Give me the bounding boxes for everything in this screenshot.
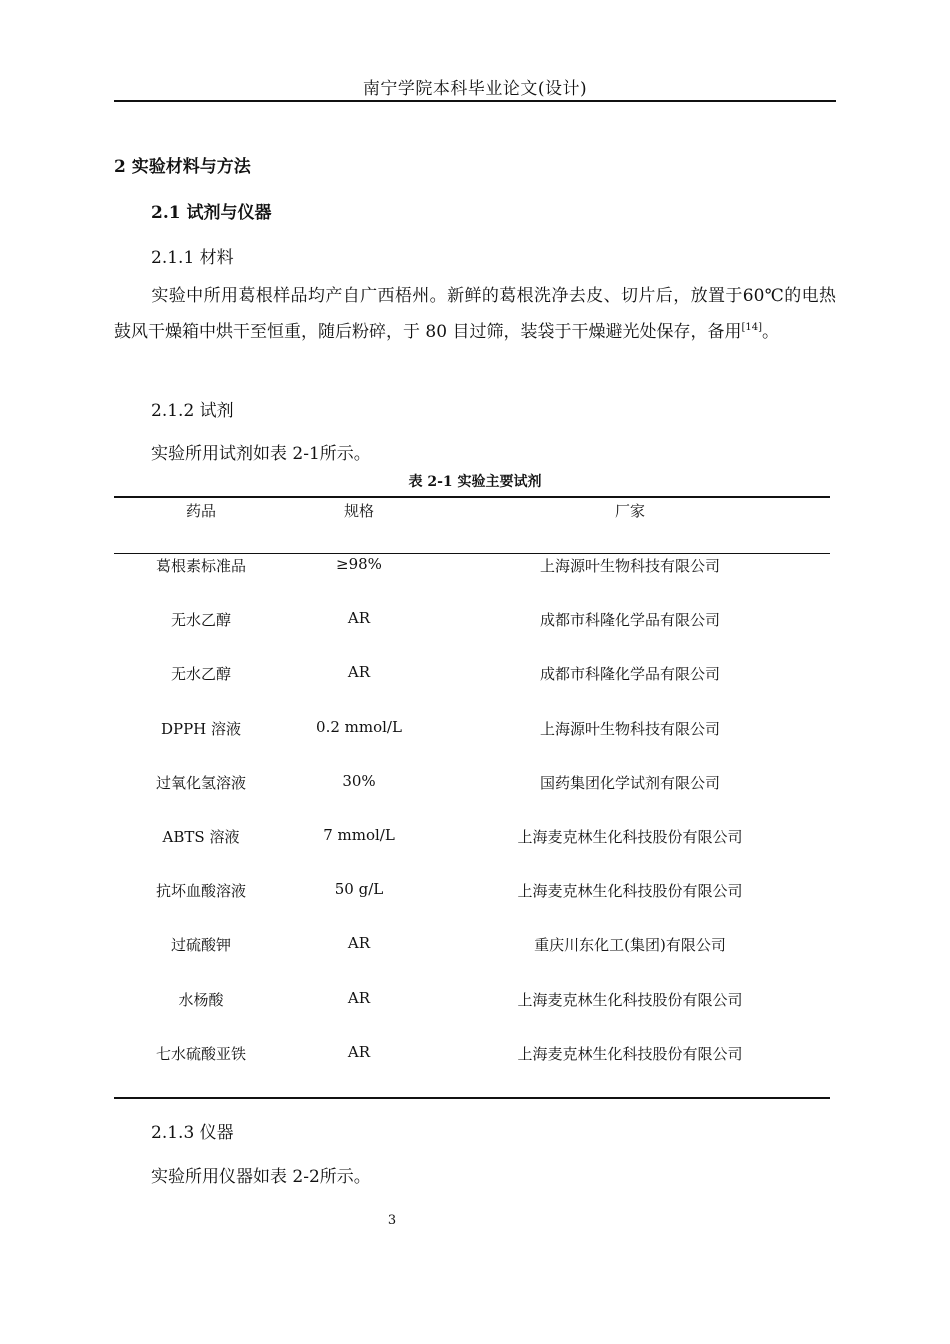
- table-cell: 成都市科隆化学品有限公司: [539, 611, 720, 629]
- table-cell: 上海麦克林生化科技股份有限公司: [517, 1045, 743, 1063]
- subsection-heading: 2.1 试剂与仪器: [151, 203, 272, 223]
- table-header-cell: 厂家: [614, 502, 645, 520]
- table-cell: 七水硫酸亚铁: [155, 1045, 246, 1063]
- table-cell: ≥98%: [336, 555, 382, 573]
- table-cell: AR: [347, 1043, 371, 1061]
- table-cell: 上海麦克林生化科技股份有限公司: [517, 882, 743, 900]
- table-cell: 上海源叶生物科技有限公司: [539, 557, 720, 575]
- table-caption: 表 2-1 实验主要试剂: [408, 474, 542, 490]
- table-cell: 上海源叶生物科技有限公司: [539, 720, 720, 738]
- table-cell: 过氧化氢溶液: [155, 774, 246, 792]
- table-header-cell: 规格: [343, 502, 374, 520]
- table-cell: AR: [347, 934, 371, 952]
- materials-text-end: 。: [761, 322, 779, 342]
- table-cell: 上海麦克林生化科技股份有限公司: [517, 991, 743, 1009]
- materials-heading: 2.1.1 材料: [151, 248, 234, 268]
- table-cell: 无水乙醇: [170, 665, 231, 683]
- header-rule: [114, 100, 836, 102]
- table-cell: 上海麦克林生化科技股份有限公司: [517, 828, 743, 846]
- table-cell: 0.2 mmol/L: [316, 718, 402, 736]
- materials-paragraph: [114, 281, 836, 348]
- table-cell: 无水乙醇: [170, 611, 231, 629]
- table-cell: 50 g/L: [334, 880, 384, 898]
- materials-text: 实验中所用葛根样品均产自广西梧州。新鲜的葛根洗净去皮、切片后，放置于60℃的电热鼓风干燥箱中烘干至恒重，随后粉碎，于 80 目过筛，装袋于干燥避光处保存，备用: [114, 286, 836, 342]
- table-cell: 抗坏血酸溶液: [155, 882, 246, 900]
- table-cell: 30%: [342, 772, 376, 790]
- table-cell: 国药集团化学试剂有限公司: [539, 774, 720, 792]
- reagents-intro: 实验所用试剂如表 2-1所示。: [151, 444, 371, 464]
- table-cell: 7 mmol/L: [323, 826, 395, 844]
- table-cell: 成都市科隆化学品有限公司: [539, 665, 720, 683]
- table-header-rule: [114, 553, 830, 554]
- instruments-intro: 实验所用仪器如表 2-2所示。: [151, 1167, 371, 1187]
- citation-ref: [14]: [741, 322, 762, 333]
- table-cell: 过硫酸钾: [170, 936, 231, 954]
- section-heading: 2 实验材料与方法: [114, 157, 251, 177]
- table-cell: 重庆川东化工(集团)有限公司: [534, 936, 726, 954]
- table-cell: 葛根素标准品: [155, 557, 246, 575]
- table-cell: AR: [347, 609, 371, 627]
- table-cell: AR: [347, 989, 371, 1007]
- table-cell: DPPH 溶液: [160, 720, 242, 738]
- page-header: 南宁学院本科毕业论文(设计): [362, 79, 588, 99]
- table-bottom-rule: [114, 1097, 830, 1099]
- table-cell: ABTS 溶液: [162, 828, 240, 846]
- table-header-cell: 药品: [185, 502, 216, 520]
- table-cell: AR: [347, 663, 371, 681]
- table-cell: 水杨酸: [178, 991, 224, 1009]
- page-number: 3: [387, 1213, 397, 1228]
- table-top-rule: [114, 496, 830, 498]
- instruments-heading: 2.1.3 仪器: [151, 1123, 234, 1143]
- reagents-heading: 2.1.2 试剂: [151, 401, 234, 421]
